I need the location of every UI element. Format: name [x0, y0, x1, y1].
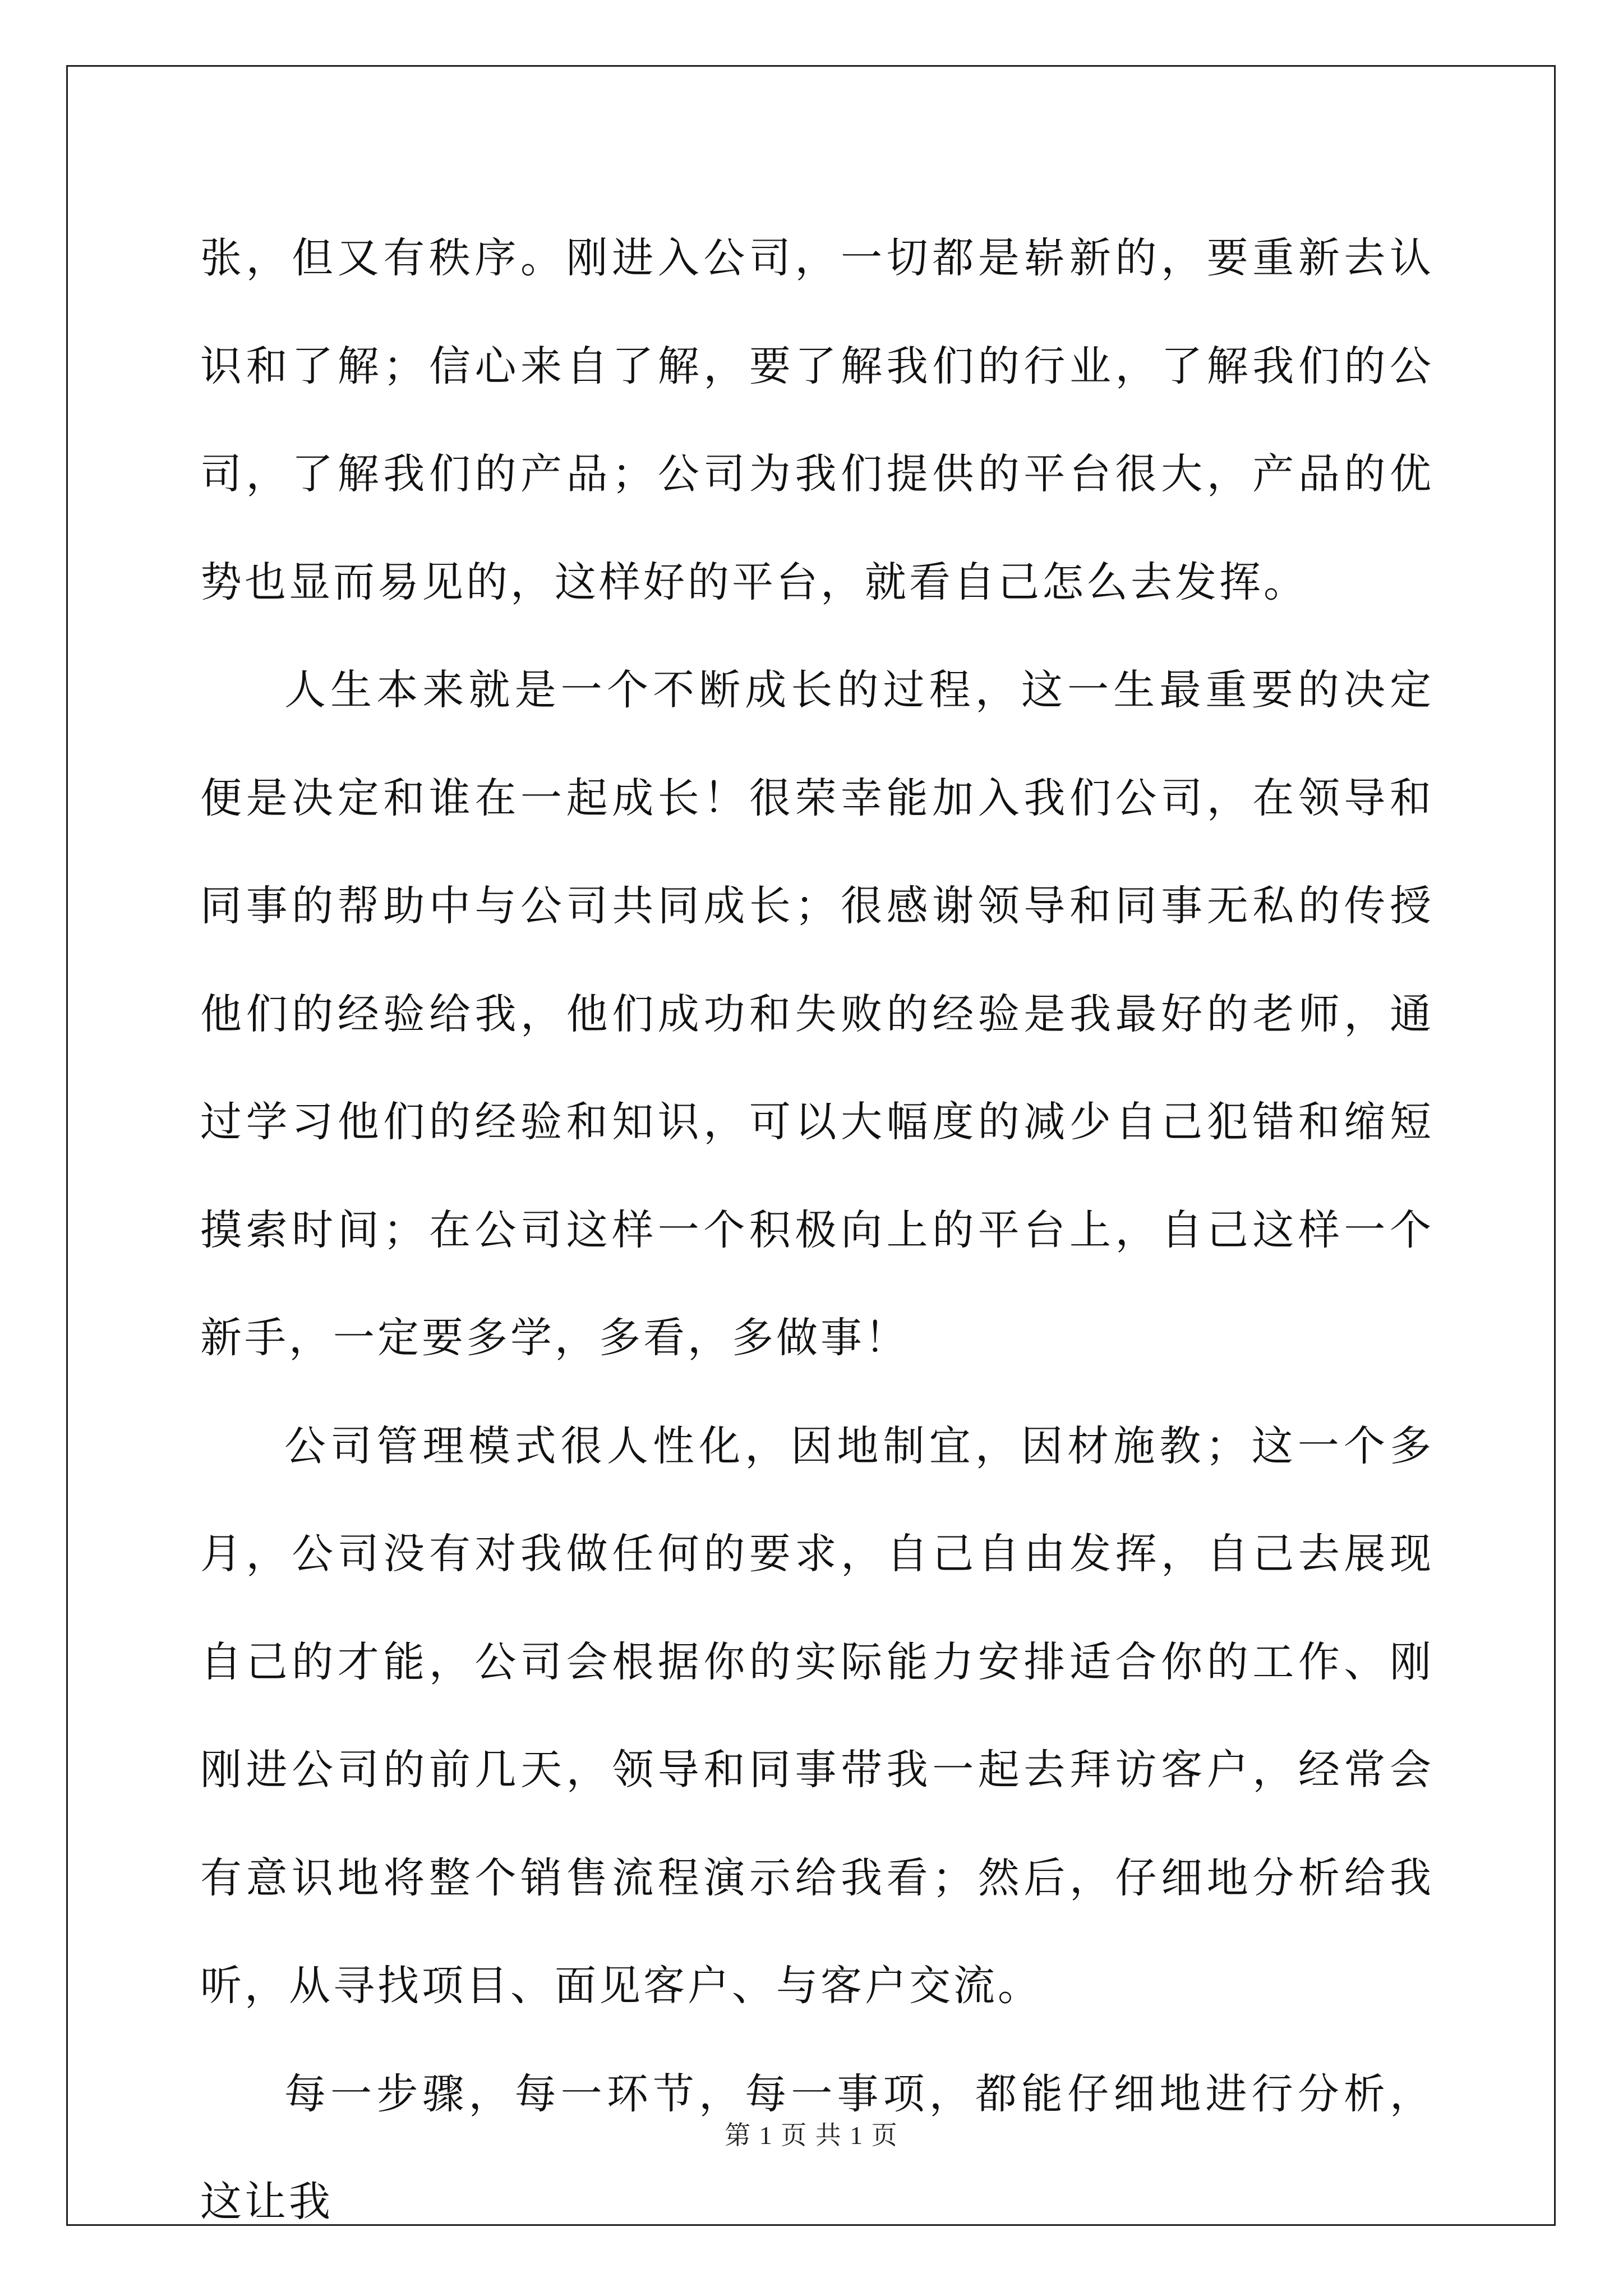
document-body	[200, 204, 1434, 2256]
paragraph-2: 人生本来就是一个不断成长的过程，这一生最重要的决定便是决定和谁在一起成长！很荣幸能加入我们公司，在领导和同事的帮助中与公司共同成长；很感谢领导和同事无私的传授他们的经验给我，他们成功和失败的经验是我最好的老师，通过学习他们的经验和知识，可以大幅度的减少自己犯错和缩短摸索时间；在公司这样一个积极向上的平台上，自己这样一个新手，一定要多学，多看，多做事！	[200, 666, 1434, 1362]
paragraph-3: 公司管理模式很人性化，因地制宜，因材施教；这一个多月，公司没有对我做任何的要求，自己自由发挥，自己去展现自己的才能，公司会根据你的实际能力安排适合你的工作、刚刚进公司的前几天，领导和同事带我一起去拜访客户，经常会有意识地将整个销售流程演示给我看；然后，仔细地分析给我听，从寻找项目、面见客户、与客户交流。	[200, 1421, 1434, 2010]
paragraph-1: 张，但又有秩序。刚进入公司，一切都是崭新的，要重新去认识和了解；信心来自了解，要了解我们的行业，了解我们的公司，了解我们的产品；公司为我们提供的平台很大，产品的优势也显而易见的，这样好的平台，就看自己怎么去发挥。	[200, 234, 1434, 606]
page-footer: 第 1 页 共 1 页	[725, 2121, 898, 2150]
paragraph-4: 每一步骤，每一环节，每一事项，都能仔细地进行分析，这让我	[200, 2069, 1434, 2226]
